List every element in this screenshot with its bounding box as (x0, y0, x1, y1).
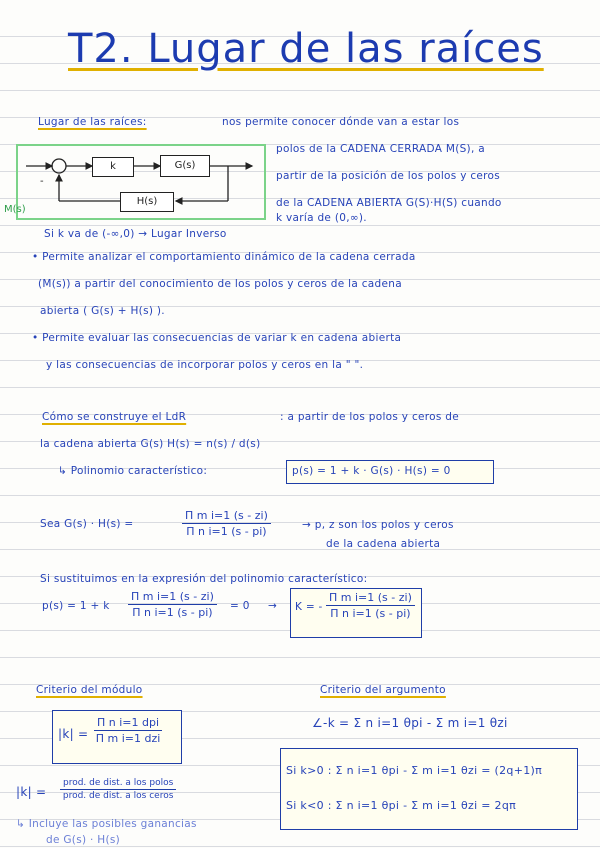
modulus-lhs-2: |k| = (16, 785, 47, 799)
bullet-1-line-2: (M(s)) a partir del conocimiento de los polos y ceros de la cadena (38, 278, 402, 290)
inverse-locus-note: Si k va de (-∞,0) → Lugar Inverso (44, 228, 227, 240)
poly-label: ↳ Polinomio característico: (58, 465, 208, 477)
subs-numerator: Π m i=1 (s - zi) (128, 590, 217, 605)
k-result-fraction (326, 591, 415, 620)
k-result-lhs: K = - (295, 601, 323, 613)
k-result-numerator: Π m i=1 (s - zi) (326, 591, 415, 606)
poly-equation: p(s) = 1 + k · G(s) · H(s) = 0 (292, 465, 451, 477)
h-block: H(s) (120, 192, 174, 212)
intro-line-3: partir de la posición de los polos y ceros (276, 170, 501, 182)
k-result-denominator: Π n i=1 (s - pi) (330, 607, 411, 620)
subs-arrow: → (268, 600, 278, 612)
intro-heading: Lugar de las raíces: (38, 116, 147, 128)
subs-left: p(s) = 1 + k (42, 600, 110, 612)
substitution-text: Si sustituimos en la expresión del polinomio característico: (40, 573, 368, 585)
argument-case-positive: Si k>0 : Σ n i=1 θpi - Σ m i=1 θzi = (2q+1)π (286, 764, 543, 777)
sea-fraction (182, 509, 271, 538)
sea-note-1: → p, z son los polos y ceros (302, 519, 454, 531)
argument-case-negative: Si k<0 : Σ n i=1 θpi - Σ m i=1 θzi = 2qπ (286, 799, 517, 812)
construction-heading: Cómo se construye el LdR (42, 411, 187, 423)
k-block: k (92, 157, 134, 177)
modulus-lhs: |k| = (58, 727, 89, 741)
closed-loop-label: M(s) (4, 204, 26, 215)
sea-denominator: Π n i=1 (s - pi) (186, 525, 267, 538)
modulus-numerator: Π n i=1 dpi (94, 716, 162, 731)
modulus-words-fraction (60, 778, 176, 801)
modulus-note-1: ↳ Incluye las posibles ganancias (16, 818, 197, 830)
modulus-heading: Criterio del módulo (36, 684, 143, 696)
argument-cases-box (280, 748, 578, 830)
modulus-denominator: Π m i=1 dzi (95, 732, 161, 745)
subs-fraction (128, 590, 217, 619)
intro-line-2: polos de la CADENA CERRADA M(S), a (276, 143, 485, 155)
bullet-1-line-1: • Permite analizar el comportamiento dinámico de la cadena cerrada (32, 251, 416, 263)
intro-line-5: k varía de (0,∞). (276, 212, 367, 224)
minus-sign: - (40, 176, 44, 187)
bullet-2-line-2: y las consecuencias de incorporar polos y ceros en la " ". (46, 359, 364, 371)
sea-note-2: de la cadena abierta (326, 538, 441, 550)
page-title: T2. Lugar de las raíces (68, 26, 544, 72)
subs-denominator: Π n i=1 (s - pi) (132, 606, 213, 619)
construction-line-1: : a partir de los polos y ceros de (280, 411, 460, 423)
modulus-words-numerator: prod. de dist. a los polos (60, 778, 176, 790)
subs-equals-zero: = 0 (230, 600, 250, 612)
intro-line-4: de la CADENA ABIERTA G(S)·H(S) cuando (276, 197, 502, 209)
sea-prefix: Sea G(s) · H(s) = (40, 518, 134, 530)
modulus-words-denominator: prod. de dist. a los ceros (62, 791, 174, 801)
argument-equation: ∠-k = Σ n i=1 θpi - Σ m i=1 θzi (312, 716, 508, 730)
g-block: G(s) (160, 155, 210, 177)
sea-numerator: Π m i=1 (s - zi) (182, 509, 271, 524)
modulus-fraction (94, 716, 162, 745)
construction-line-2: la cadena abierta G(s) H(s) = n(s) / d(s) (40, 438, 261, 450)
bullet-1-line-3: abierta ( G(s) + H(s) ). (40, 305, 165, 317)
argument-heading: Criterio del argumento (320, 684, 446, 696)
intro-line-1: nos permite conocer dónde van a estar los (222, 116, 460, 128)
modulus-note-2: de G(s) · H(s) (46, 834, 121, 846)
bullet-2-line-1: • Permite evaluar las consecuencias de variar k en cadena abierta (32, 332, 402, 344)
